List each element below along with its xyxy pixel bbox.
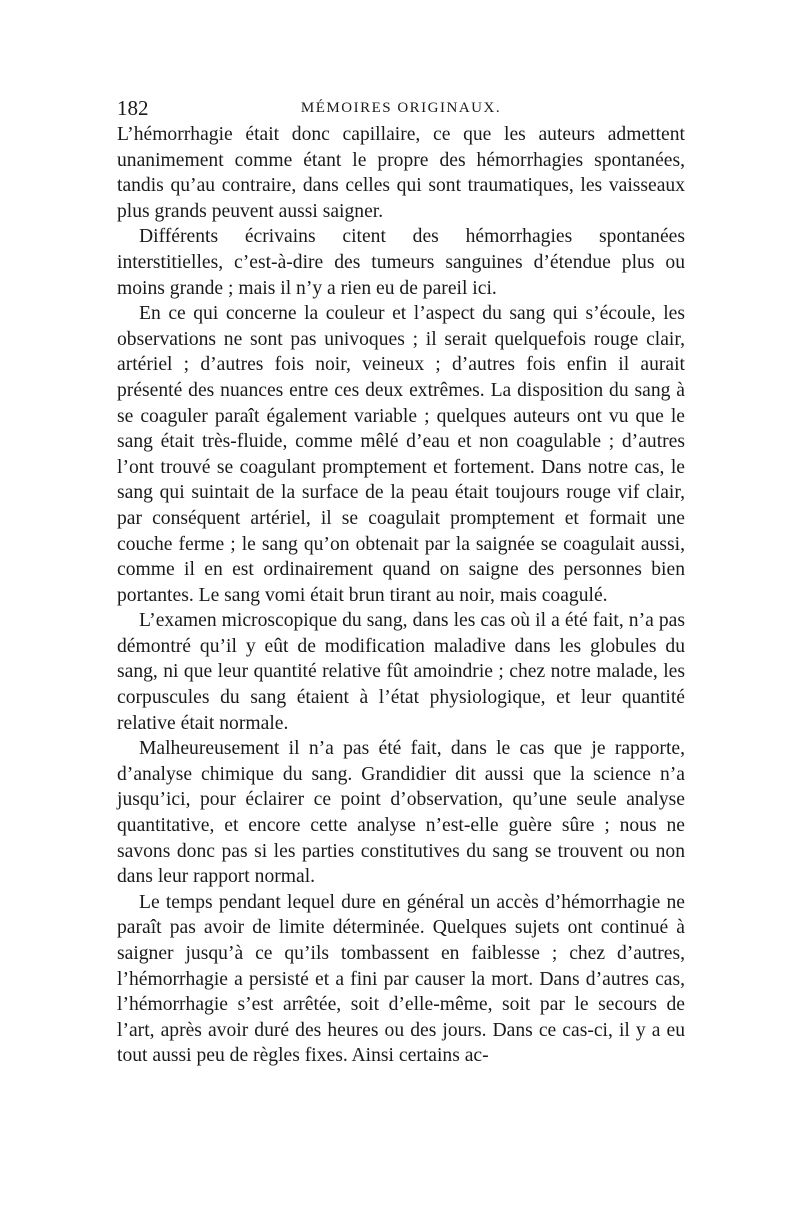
paragraph: En ce qui concerne la couleur et l’aspect du sang qui s’écoule, les observations ne sont pas univoques ; il serait quelquefois rouge clair, artériel ; d’autres fois noir, veineux ; d’autres fois enfin il aurait présenté des nuances entre ces deux extrêmes. La disposition du sang à se coaguler paraît également variable ; quelques auteurs ont vu que le sang était très-fluide, comme mêlé d’eau et non coagulable ; d’autres l’ont trouvé se coagulant promptement et fortement. Dans notre cas, le sang qui suintait de la surface de la peau était toujours rouge vif clair, par conséquent artériel, il se coagulait promptement et formait une couche ferme ; le sang qu’on obtenait par la saignée se coagulait aussi, comme il en est ordinairement quand on saigne des personnes bien portantes. Le sang vomi était brun tirant au noir, mais coagulé. (117, 303, 685, 606)
paragraph: Malheureusement il n’a pas été fait, dans le cas que je rapporte, d’analyse chimique du sang. Grandidier dit aussi que la science n’a jusqu’ici, pour éclairer ce point d’observation, qu’une seule analyse quantitative, et encore cette analyse n’est-elle guère sûre ; nous ne savons donc pas si les parties constitutives du sang se trouvent ou non dans leur rapport normal. (117, 738, 685, 888)
paragraph: L’examen microscopique du sang, dans les cas où il a été fait, n’a pas démontré qu’il y eût de modification maladive dans les globules du sang, ni que leur quantité relative fût amoindrie ; chez notre malade, les corpuscules du sang étaient à l’état physiologique, et leur quantité relative était normale. (117, 610, 685, 734)
body-text (117, 122, 685, 1069)
paragraph: L’hémorrhagie était donc capillaire, ce que les auteurs admettent unanimement comme étant le propre des hémorrhagies spontanées, tandis qu’au contraire, dans celles qui sont traumatiques, les vaisseaux plus grands peuvent aussi saigner. (117, 124, 685, 222)
running-title: MÉMOIRES ORIGINAUX. (300, 100, 502, 116)
paragraph: Le temps pendant lequel dure en général un accès d’hémorrhagie ne paraît pas avoir de limite déterminée. Quelques sujets ont continué à saigner jusqu’à ce qu’ils tombassent en faiblesse ; chez d’autres, l’hémorrhagie a persisté et a fini par causer la mort. Dans d’autres cas, l’hémorrhagie s’est arrêtée, soit d’elle-même, soit par le secours de l’art, après avoir duré des heures ou des jours. Dans ce cas-ci, il y a eu tout aussi peu de règles fixes. Ainsi certains ac- (117, 891, 685, 1067)
paragraph: Différents écrivains citent des hémorrhagies spontanées interstitielles, c’est-à-dire des tumeurs sanguines d’étendue plus ou moins grande ; mais il n’y a rien eu de pareil ici. (117, 226, 685, 299)
book-page (117, 96, 685, 1069)
page-header (117, 96, 685, 122)
page-number: 182 (117, 96, 149, 120)
